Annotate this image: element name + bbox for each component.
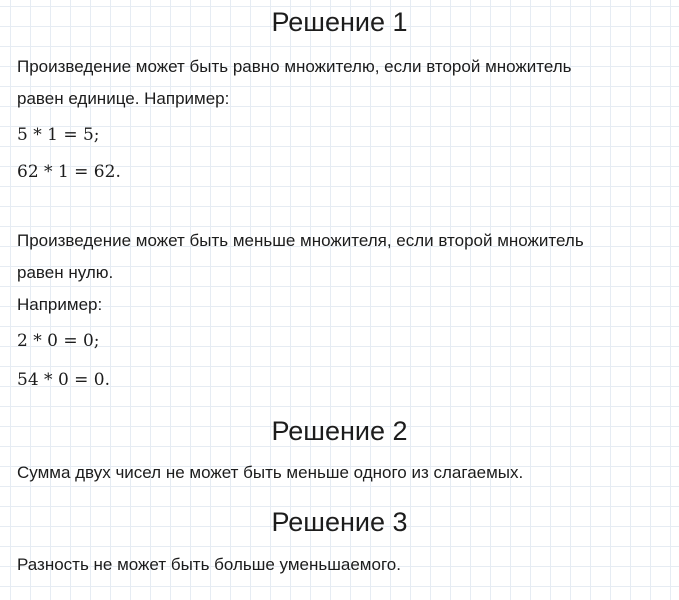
solution-3-heading: Решение 3 bbox=[271, 507, 408, 537]
solution-3-text: Разность не может быть больше уменьшаемого. bbox=[17, 555, 401, 574]
solution-1-example-3: 2 * 0 = 0; bbox=[17, 331, 100, 351]
solution-1-example-1: 5 * 1 = 5; bbox=[17, 125, 100, 145]
solution-1-paragraph-1-line-2: равен единице. Например: bbox=[17, 89, 230, 108]
solution-1-example-2: 62 * 1 = 62. bbox=[17, 162, 121, 182]
solution-1-paragraph-1-line-1: Произведение может быть равно множителю, если второй множитель bbox=[17, 57, 572, 76]
solution-1-example-4: 54 * 0 = 0. bbox=[17, 370, 111, 390]
solution-1-paragraph-2-line-1: Произведение может быть меньше множителя, если второй множитель bbox=[17, 231, 584, 250]
solution-1-heading: Решение 1 bbox=[271, 7, 408, 37]
solution-2-heading: Решение 2 bbox=[271, 416, 408, 446]
solution-2-text: Сумма двух чисел не может быть меньше одного из слагаемых. bbox=[17, 463, 524, 482]
solution-1-paragraph-2-line-3: Например: bbox=[17, 295, 103, 314]
solution-1-paragraph-2-line-2: равен нулю. bbox=[17, 263, 114, 282]
